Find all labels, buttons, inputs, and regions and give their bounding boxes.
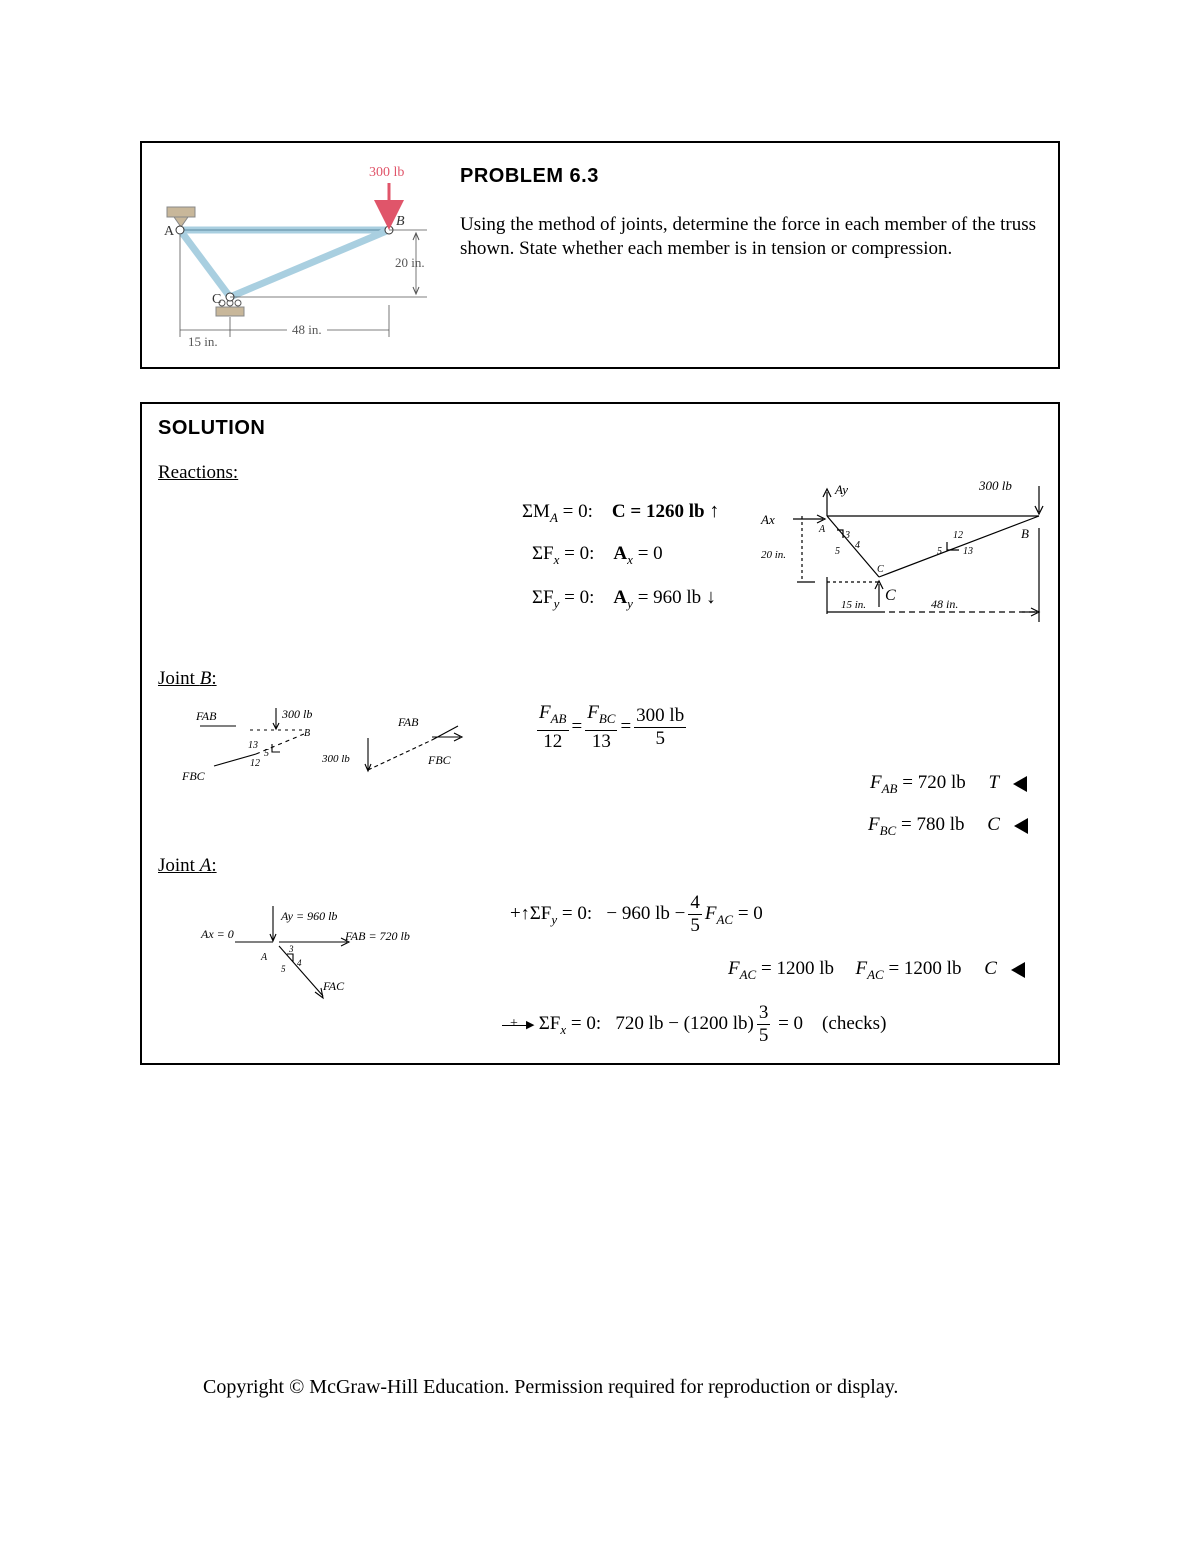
fbc-result: $F_{BC} = 780$ lb C	[868, 814, 1028, 839]
member-ac	[180, 230, 230, 297]
answer-marker-icon	[1011, 962, 1025, 978]
joint-b-sketch	[172, 700, 492, 800]
copyright: Copyright © McGraw-Hill Education. Permission required for reproduction or display.	[203, 1376, 899, 1398]
joint-b-ratio-equation: $\frac{F_{AB}}{12}$ = $\frac{F_{BC}}{13}$ = $\frac{300 lb}{5}$	[539, 702, 685, 752]
solution-box	[140, 402, 1060, 1065]
jb-fbc: FBC	[182, 769, 205, 783]
ja-fac: FAC	[323, 979, 345, 993]
truss-figure	[152, 145, 452, 365]
answer-marker-icon	[1013, 776, 1027, 792]
down-arrow-icon: ↓	[705, 586, 716, 608]
reactions-heading: Reactions:	[158, 462, 239, 483]
problem-box	[140, 141, 1060, 369]
fbd-dim-20: 20 in.	[761, 549, 787, 561]
joint-a-fx-check: + ▶ $\Sigma F_x = 0$: 720 lb − (1200 lb) $\frac{3}{5}$ = 0 (checks)	[502, 1002, 886, 1047]
joint-a-fy-equation: $+↑\Sigma F_y = 0$: − 960 lb − $\frac{4}{5}$ $F_{AC} = 0$	[510, 892, 763, 936]
jb-r13: 13	[248, 740, 258, 751]
member-bc	[230, 230, 389, 297]
fbd-r4: 4	[855, 540, 860, 551]
label-b: B	[396, 214, 405, 229]
fbd-c-point: C	[877, 564, 884, 575]
ja-ax: Ax = 0	[201, 927, 234, 941]
answer-marker-icon	[1014, 818, 1028, 834]
jb-b: B	[304, 728, 311, 739]
joint-b-heading: Joint B:	[158, 668, 217, 689]
label-c: C	[212, 292, 222, 307]
problem-title: PROBLEM 6.3	[460, 165, 599, 187]
load-label: 300 lb	[369, 165, 405, 180]
up-arrow-icon: ↑	[709, 500, 720, 522]
jb-load: 300 lb	[282, 707, 313, 721]
solution-title: SOLUTION	[158, 417, 266, 439]
jb-r5: 5	[264, 748, 269, 759]
ja-r5: 5	[281, 964, 286, 974]
fbd-b: B	[1021, 526, 1029, 541]
ja-ay: Ay = 960 lb	[281, 909, 338, 923]
right-arrow-plus-icon: + ▶	[502, 1017, 534, 1033]
moment-equation: $\Sigma M_A = 0$: C = 1260 lb ↑	[522, 500, 720, 525]
fbd-a: A	[819, 524, 826, 535]
fbd-r12: 12	[953, 530, 963, 541]
fbd-r5: 5	[835, 546, 840, 557]
fbd-load: 300 lb	[979, 478, 1012, 493]
fbd-ax: Ax	[761, 512, 775, 527]
dim-offset: 15 in.	[188, 334, 218, 349]
fac-result: $F_{AC} = 1200$ lb $F_{AC} = 1200$ lb C	[728, 958, 1025, 983]
dim-height: 20 in.	[395, 255, 425, 270]
jb-r12: 12	[250, 758, 260, 769]
fbd-dim-15: 15 in.	[841, 599, 867, 611]
fbd-r3: 3	[845, 530, 850, 541]
moment-result: C = 1260 lb	[611, 501, 705, 522]
fbd-ay: Ay	[835, 482, 848, 497]
ja-r4: 4	[297, 958, 302, 968]
fy-equation: $\Sigma F_y = 0$: $A_y = 960$ lb ↓	[532, 586, 716, 611]
dim-horizontal: 48 in.	[292, 322, 322, 337]
fab-result: $F_{AB} = 720$ lb T	[870, 772, 1027, 797]
fbd-r5b: 5	[937, 546, 942, 557]
support-a	[167, 207, 195, 217]
jb-fab: FAB	[196, 709, 217, 723]
joint-a-sketch	[197, 896, 457, 1006]
jb-tri-load: 300 lb	[322, 753, 350, 765]
fx-equation: $\Sigma F_x = 0$: $A_x = 0$	[532, 543, 663, 567]
ja-a: A	[261, 952, 268, 963]
ja-fab: FAB = 720 lb	[345, 929, 410, 943]
jb-tri-fab: FAB	[398, 715, 419, 729]
label-a: A	[164, 224, 175, 239]
jb-tri-fbc: FBC	[428, 753, 451, 767]
fbd-r13: 13	[963, 546, 973, 557]
joint-a-heading: Joint A:	[158, 855, 217, 876]
fbd-dim-48: 48 in.	[931, 597, 959, 611]
up-arrow-icon: ↑	[520, 902, 530, 923]
ja-r3: 3	[289, 944, 294, 954]
fbd-c-reaction: C	[885, 587, 896, 604]
support-c	[216, 307, 244, 316]
problem-statement: Using the method of joints, determine the force in each member of the truss shown. State whether each member is in tension or compression.	[460, 214, 1036, 259]
truss-fbd-sketch	[757, 472, 1047, 632]
